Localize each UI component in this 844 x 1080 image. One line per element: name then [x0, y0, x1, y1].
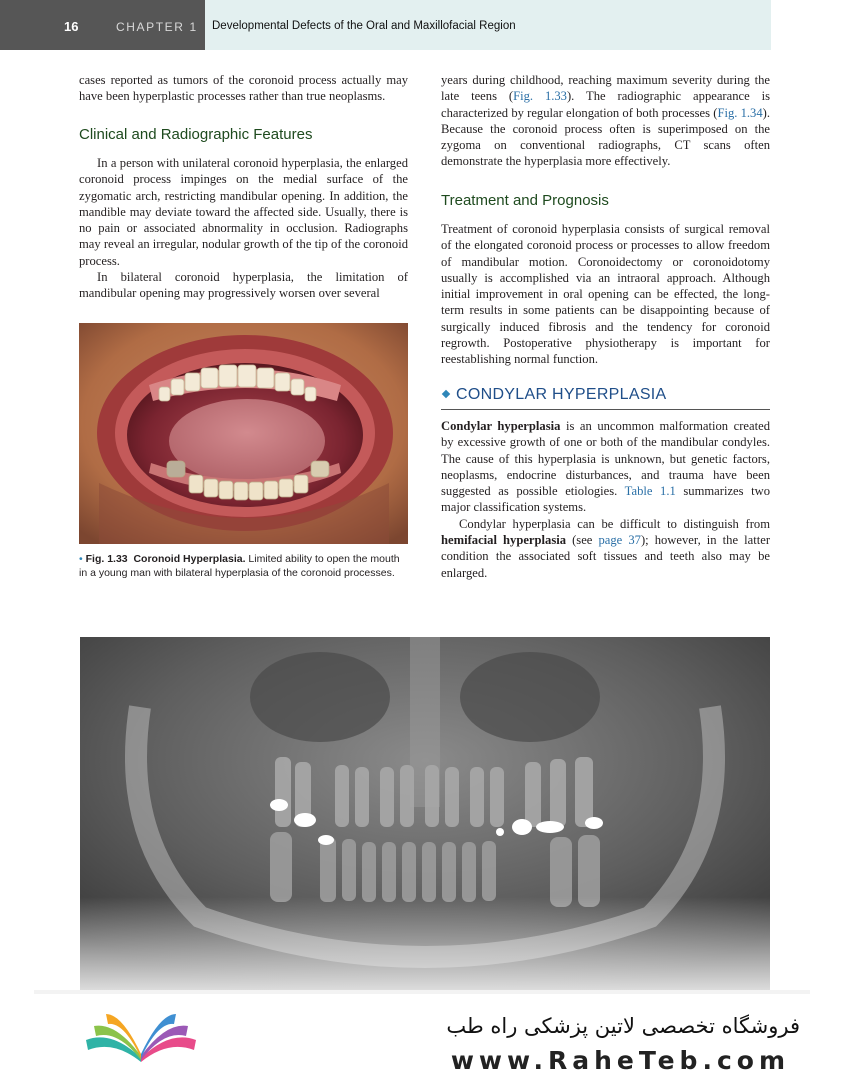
term-hemifacial-hyperplasia: hemifacial hyperplasia [441, 533, 567, 548]
ad-url[interactable]: www.RaheTeb.com [450, 1046, 790, 1075]
left-intro-paragraph [79, 72, 408, 105]
page-37-link[interactable]: page 37 [598, 533, 641, 548]
treatment-heading: Treatment and Prognosis [441, 192, 609, 209]
condylar-body [441, 418, 770, 581]
paragraph-childhood [441, 72, 770, 170]
text-run: Condylar hyperplasia can be difficult to distinguish from [459, 516, 770, 531]
text-run: is an uncommon malformation created by excessive growth of one or both of the mandibular condyles. The cause of this hyperplasia is unknown, but genetic factors, neoplasms, endocrine disturbances, and trauma have been suggested as possible etiologies. [441, 419, 770, 499]
text-run: ). Because the coronoid process often is superimposed on the zygoma on conventional radiographs, CT scans often demonstrate the hyperplasia more effectively. [441, 105, 770, 169]
running-title: Developmental Defects of the Oral and Maxillofacial Region [212, 20, 516, 32]
text-run: (see [566, 533, 599, 548]
diamond-icon [442, 390, 450, 398]
ad-persian-text: فروشگاه تخصصی لاتین پزشکی راه طب [446, 1014, 800, 1038]
paragraph-condylar [441, 418, 770, 516]
header-chapter-block [0, 0, 205, 50]
header-title-bar [205, 0, 771, 50]
book-logo [82, 1010, 200, 1066]
intro-text: cases reported as tumors of the coronoid process actually may have been hyperplastic processes rather than true neoplasms. [79, 73, 408, 104]
condylar-section-header [441, 386, 770, 404]
caption-text: Limited ability to open the mouth in a young man with bilateral hyperplasia of the coronoid processes. [79, 553, 400, 579]
caption-bullet: • [79, 553, 83, 565]
fig-1-34-link[interactable]: Fig. 1.34 [717, 105, 763, 120]
text-run: years during childhood, reaching maximum severity during the late teens ( [441, 73, 770, 104]
open-book-icon [82, 1010, 200, 1066]
section-title: CONDYLAR HYPERPLASIA [456, 386, 667, 403]
paragraph-bilateral: In bilateral coronoid hyperplasia, the limitation of mandibular opening may progressively worsen over several [79, 270, 408, 301]
caption-figure-title: Coronoid Hyperplasia. [133, 553, 246, 565]
page-number: 16 [64, 19, 79, 34]
clinical-heading: Clinical and Radiographic Features [79, 126, 313, 143]
section-rule [441, 409, 770, 410]
text-run: summarizes two major classification systems. [441, 484, 771, 515]
paragraph-distinguish [441, 516, 770, 581]
paragraph-unilateral: In a person with unilateral coronoid hyperplasia, the enlarged coronoid process impinges on the medial surface of the zygomatic arch, restricting mandibular opening. In addition, the mandible may deviate toward the affected side. Usually, there is no pain or associated abnormality in occlusion. Radiographs may reveal an irregular, nodular growth of the tip of the coronoid process. [79, 156, 408, 268]
chapter-label: CHAPTER 1 [116, 20, 198, 34]
treatment-text: Treatment of coronoid hyperplasia consists of surgical removal of the elongated coronoid process or processes to allow freedom of mandibular motion. Coronoidectomy or coronoidotomy usually is accomplished via an intraoral approach. Although initial improvement in oral opening can be effected, the long-term results in some patients can be disappointing because of surgically induced fibrosis and the tendency for coronoid regrowth. Postoperative physiotherapy is important for reestablishing normal function. [441, 222, 770, 367]
left-body [79, 155, 408, 302]
figure-1-33-caption [79, 552, 408, 580]
mouth-illustration [79, 323, 408, 544]
term-condylar-hyperplasia: Condylar hyperplasia [441, 419, 561, 433]
right-intro-paragraph [441, 72, 770, 170]
xray-illustration [80, 637, 770, 990]
caption-figure-label: Fig. 1.33 [85, 553, 128, 565]
text-run: ); however, in the latter condition the associated soft tissues and teeth also may be enlarged. [441, 533, 771, 580]
treatment-paragraph [441, 221, 770, 368]
panoramic-radiograph [80, 637, 770, 990]
fig-1-33-link[interactable]: Fig. 1.33 [513, 89, 567, 104]
table-1-1-link[interactable]: Table 1.1 [624, 484, 676, 499]
figure-1-33-photo [79, 323, 408, 544]
xray-bottom-strip [34, 990, 810, 994]
text-run: ). The radiographic appearance is characterized by regular elongation of both processes ( [441, 89, 770, 120]
